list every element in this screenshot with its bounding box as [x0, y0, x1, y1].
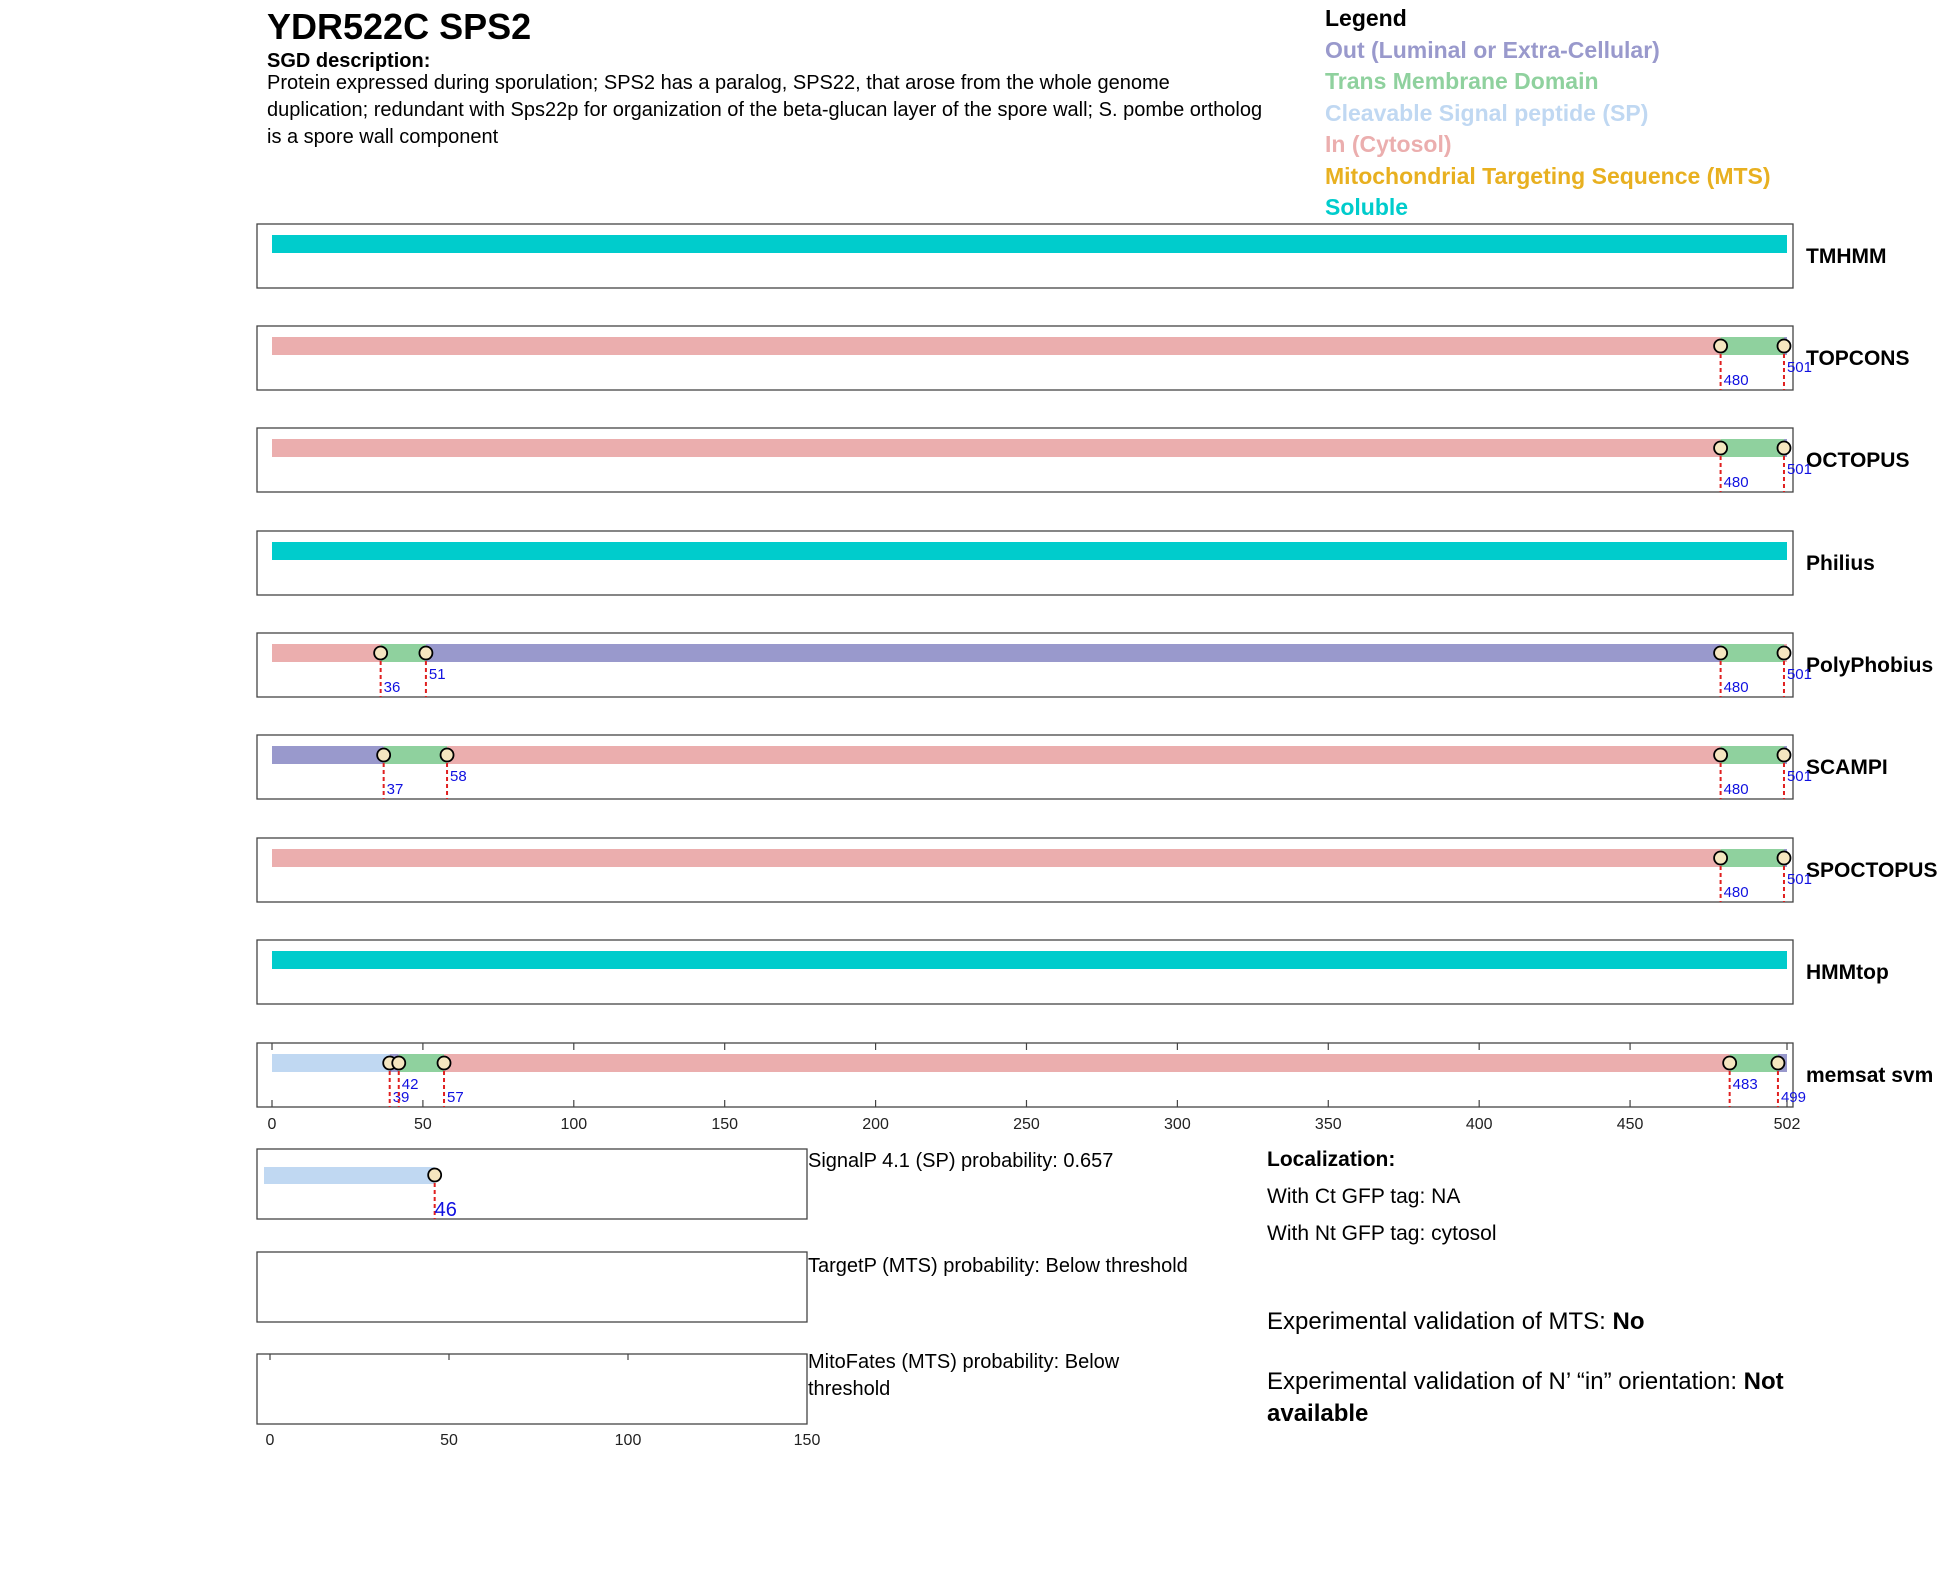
tmhmm-frame — [257, 224, 1793, 288]
x-axis-tick-label: 400 — [1465, 1116, 1493, 1133]
tmhmm-label: TMHMM — [1806, 245, 1887, 268]
memsat-svm-marker-point — [1771, 1057, 1784, 1070]
legend-item-soluble: Soluble — [1325, 194, 1409, 220]
scampi-segment-in — [447, 746, 1721, 764]
validation-mts — [1267, 1306, 1827, 1338]
x-axis-tick-label: 300 — [1164, 1116, 1191, 1133]
signalp-probability: SignalP 4.1 (SP) probability: 0.657 — [808, 1150, 1114, 1172]
spoctopus-marker-label: 501 — [1786, 871, 1813, 888]
scampi-marker-label: 58 — [450, 768, 467, 785]
topcons-marker-label: 501 — [1786, 359, 1813, 376]
legend-item-out: Out (Luminal or Extra-Cellular) — [1325, 37, 1660, 63]
polyphobius-marker-label: 501 — [1786, 666, 1813, 683]
targetp-probability: TargetP (MTS) probability: Below threshold — [808, 1255, 1188, 1277]
scampi-marker-point — [1777, 749, 1790, 762]
signalp-marker-point — [428, 1169, 441, 1182]
scampi-marker-label: 480 — [1723, 781, 1749, 798]
memsat-svm-marker-label: 39 — [392, 1089, 410, 1106]
x-axis-tick-label: 200 — [862, 1116, 889, 1133]
legend-title: Legend — [1325, 5, 1407, 31]
octopus-marker-point — [1777, 442, 1790, 455]
scampi-marker-label: 501 — [1786, 768, 1813, 785]
topcons-label: TOPCONS — [1806, 347, 1910, 370]
philius-segment-soluble — [272, 542, 1787, 560]
scampi-segment-out — [272, 746, 384, 764]
memsat-svm-marker-point — [392, 1057, 405, 1070]
mitofates-probability: MitoFates (MTS) probability: Below threshold — [808, 1351, 1120, 1400]
signal-x-axis-tick-label: 0 — [265, 1432, 275, 1449]
polyphobius-marker-label: 36 — [383, 679, 401, 696]
sgd-description-text: Protein expressed during sporulation; SPS2 has a paralog, SPS22, that arose from the whole genome duplication; redundant with Sps22p for organization of the beta-glucan layer of the spore wall; S. pombe ortholog is a spore wall component — [267, 72, 1263, 148]
tmhmm-segment-soluble — [272, 235, 1787, 253]
topcons-marker-point — [1777, 340, 1790, 353]
spoctopus-frame — [257, 838, 1793, 902]
memsat-svm-marker-point — [1723, 1057, 1736, 1070]
octopus-marker-label: 501 — [1786, 461, 1813, 478]
validation-mts-label: Experimental validation of MTS: — [1267, 1308, 1613, 1335]
legend-item-in: In (Cytosol) — [1325, 131, 1452, 157]
polyphobius-marker-label: 480 — [1723, 679, 1749, 696]
philius-frame — [257, 531, 1793, 595]
memsat-svm-frame — [257, 1043, 1793, 1107]
localization-title: Localization: — [1267, 1148, 1396, 1171]
memsat-svm-marker-label: 499 — [1780, 1089, 1806, 1106]
scampi-frame — [257, 735, 1793, 799]
spoctopus-segment-in — [272, 849, 1721, 867]
octopus-segment-tm — [1721, 439, 1784, 457]
polyphobius-segment-out — [426, 644, 1721, 662]
localization-nt: With Nt GFP tag: cytosol — [1267, 1222, 1497, 1245]
spoctopus-marker-point — [1777, 852, 1790, 865]
scampi-marker-point — [377, 749, 390, 762]
x-axis-tick-label: 50 — [413, 1116, 432, 1133]
octopus-segment-in — [272, 439, 1721, 457]
x-axis-tick-label: 100 — [560, 1116, 588, 1133]
x-axis-tick-label: 150 — [711, 1116, 739, 1133]
x-axis-tick-label: 0 — [267, 1116, 277, 1133]
scampi-label: SCAMPI — [1806, 756, 1888, 779]
memsat-svm-segment-in — [444, 1054, 1730, 1072]
x-axis-tick-label: 502 — [1773, 1116, 1801, 1133]
signalp-segment-sp — [264, 1167, 435, 1184]
spoctopus-segment-tm — [1721, 849, 1784, 867]
sgd-description-label: SGD description: — [267, 50, 431, 72]
topcons-frame — [257, 326, 1793, 390]
scampi-marker-point — [441, 749, 454, 762]
polyphobius-segment-in — [272, 644, 381, 662]
x-axis-tick-label: 350 — [1314, 1116, 1342, 1133]
spoctopus-marker-point — [1714, 852, 1727, 865]
polyphobius-frame — [257, 633, 1793, 697]
polyphobius-marker-label: 51 — [428, 666, 446, 683]
octopus-marker-point — [1714, 442, 1727, 455]
octopus-label: OCTOPUS — [1806, 449, 1910, 472]
legend-item-mts: Mitochondrial Targeting Sequence (MTS) — [1325, 163, 1771, 189]
x-axis-tick-label: 450 — [1616, 1116, 1644, 1133]
hmmtop-segment-soluble — [272, 951, 1787, 969]
memsat-svm-label: memsat svm — [1806, 1064, 1934, 1087]
targetp-frame — [257, 1252, 807, 1322]
topcons-marker-label: 480 — [1723, 372, 1749, 389]
validation-orientation-label: Experimental validation of N’ “in” orientation: — [1267, 1368, 1744, 1395]
octopus-marker-label: 480 — [1723, 474, 1749, 491]
legend-item-tm: Trans Membrane Domain — [1325, 68, 1599, 94]
polyphobius-label: PolyPhobius — [1806, 654, 1934, 677]
x-axis-tick-label: 250 — [1013, 1116, 1040, 1133]
localization-ct: With Ct GFP tag: NA — [1267, 1185, 1461, 1208]
octopus-frame — [257, 428, 1793, 492]
polyphobius-marker-point — [419, 647, 432, 660]
polyphobius-marker-point — [1777, 647, 1790, 660]
validation-orientation-value: Not available — [1267, 1368, 1784, 1427]
scampi-marker-label: 37 — [386, 781, 404, 798]
validation-orientation — [1267, 1366, 1827, 1430]
philius-label: Philius — [1806, 552, 1875, 575]
signalp-marker-label: 46 — [434, 1199, 457, 1221]
hmmtop-label: HMMtop — [1806, 961, 1889, 984]
validation-mts-value: No — [1612, 1308, 1645, 1335]
signal-x-axis-tick-label: 150 — [793, 1432, 821, 1449]
polyphobius-segment-tm — [1721, 644, 1784, 662]
topcons-segment-tm — [1721, 337, 1784, 355]
memsat-svm-marker-point — [438, 1057, 451, 1070]
legend-item-sp: Cleavable Signal peptide (SP) — [1325, 100, 1649, 126]
signal-x-axis-tick-label: 50 — [440, 1432, 458, 1449]
scampi-marker-point — [1714, 749, 1727, 762]
polyphobius-marker-point — [1714, 647, 1727, 660]
topcons-segment-in — [272, 337, 1721, 355]
polyphobius-marker-point — [374, 647, 387, 660]
signal-x-axis-tick-label: 100 — [614, 1432, 642, 1449]
memsat-svm-marker-label: 42 — [401, 1076, 419, 1093]
memsat-svm-marker-label: 57 — [447, 1089, 464, 1106]
memsat-svm-marker-label: 483 — [1732, 1076, 1758, 1093]
topcons-marker-point — [1714, 340, 1727, 353]
page-title: YDR522C SPS2 — [267, 6, 532, 47]
spoctopus-label: SPOCTOPUS — [1806, 859, 1938, 882]
mitofates-frame — [257, 1354, 807, 1424]
scampi-segment-tm — [384, 746, 447, 764]
spoctopus-marker-label: 480 — [1723, 884, 1749, 901]
memsat-svm-segment-sp — [272, 1054, 390, 1072]
hmmtop-frame — [257, 940, 1793, 1004]
scampi-segment-tm — [1721, 746, 1784, 764]
